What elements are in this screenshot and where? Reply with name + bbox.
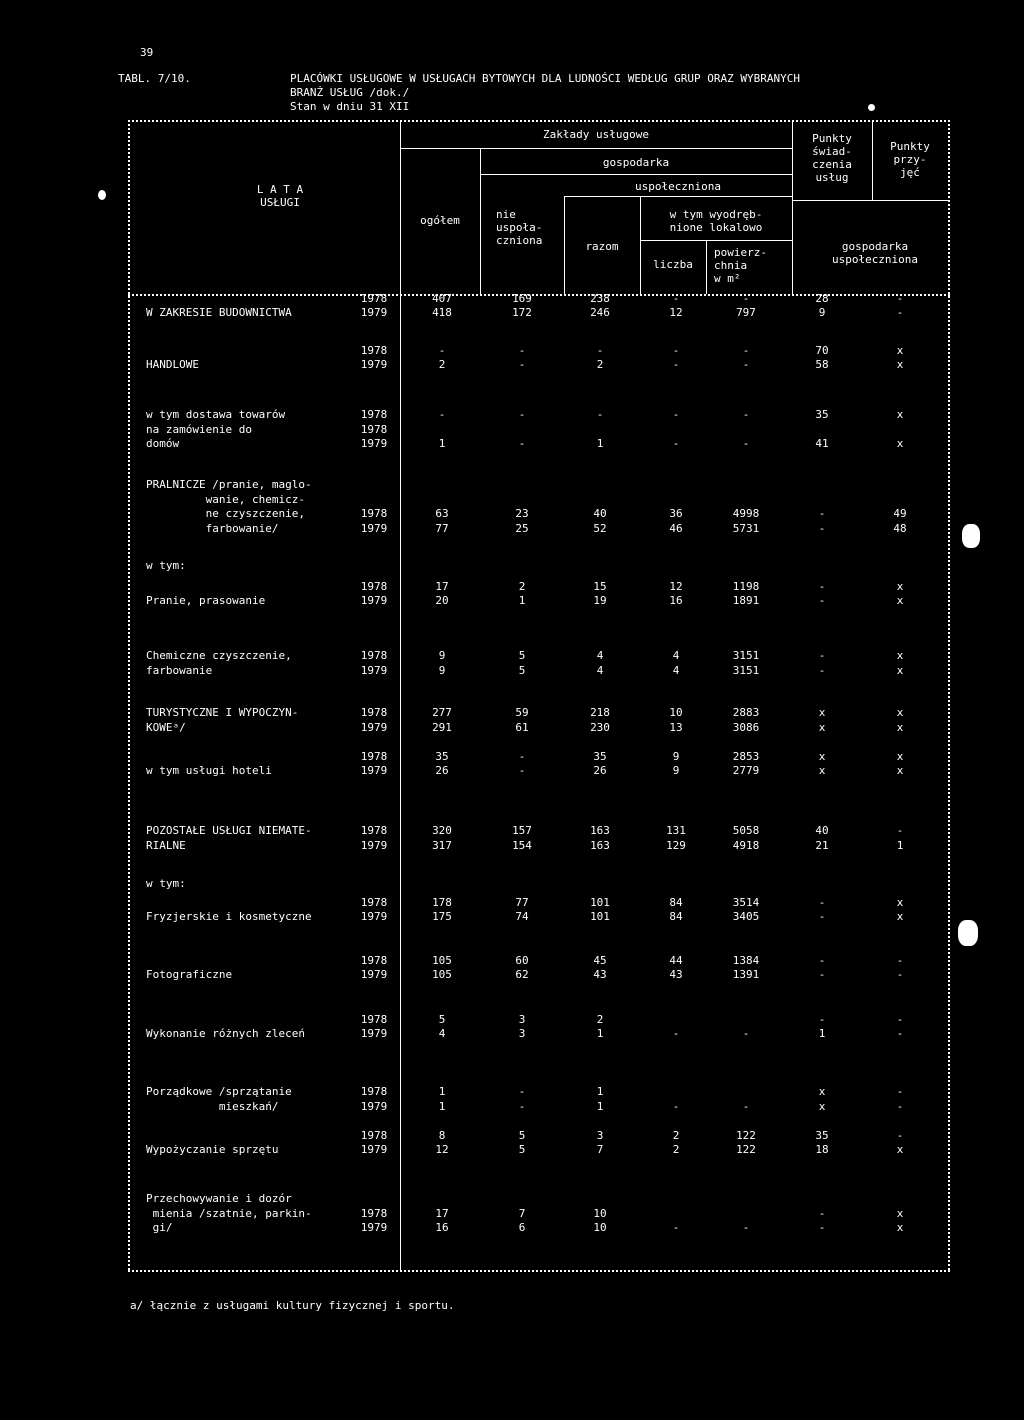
- value-cell: -: [818, 649, 826, 662]
- value-cell: 35: [435, 749, 449, 763]
- year-cell: 1979: [360, 764, 388, 777]
- value-cell: 52: [593, 521, 607, 535]
- value-cell: x: [896, 1206, 904, 1220]
- value-cell: 9: [672, 764, 680, 777]
- value-cell: 4998: [732, 507, 760, 520]
- value-cell: 5: [438, 1012, 446, 1026]
- value-cell: x: [896, 764, 904, 777]
- value-cell: 2: [596, 358, 604, 371]
- value-cell: -: [818, 521, 826, 535]
- value-cell: 1: [518, 594, 526, 607]
- value-cell: 18: [815, 1143, 829, 1156]
- value-cell: 21: [815, 838, 829, 852]
- value-cell: x: [896, 1143, 904, 1156]
- header-rule: [792, 200, 948, 201]
- value-cell: -: [818, 895, 826, 909]
- header-zaklady: Zakłady usługowe: [543, 128, 649, 141]
- value-cell: 70: [815, 343, 829, 357]
- row-label: Wykonanie różnych zleceń: [146, 1027, 305, 1040]
- value-cell: 218: [590, 706, 610, 719]
- value-cell: x: [896, 649, 904, 662]
- value-cell: 1: [596, 1085, 604, 1098]
- table-title-line3: Stan w dniu 31 XII: [290, 100, 410, 113]
- year-cell: 1978: [360, 507, 388, 520]
- year-cell: 1979: [360, 720, 388, 734]
- value-cell: 43: [593, 968, 607, 981]
- value-cell: 2883: [732, 706, 760, 719]
- row-label: w tym usługi hoteli: [146, 764, 272, 777]
- value-cell: x: [896, 1221, 904, 1234]
- value-cell: x: [818, 749, 826, 763]
- value-cell: -: [672, 343, 680, 357]
- value-cell: -: [818, 1206, 826, 1220]
- value-cell: -: [438, 343, 446, 357]
- value-cell: 277: [432, 706, 452, 719]
- value-cell: 1: [438, 1085, 446, 1098]
- value-cell: 20: [435, 594, 449, 607]
- year-cell: 1979: [360, 521, 388, 535]
- value-cell: 5: [518, 1143, 526, 1156]
- value-cell: 2: [672, 1128, 680, 1142]
- value-cell: 418: [432, 306, 452, 319]
- header-nieuspoleczniona: nie uspoła- czniona: [496, 208, 543, 247]
- value-cell: -: [896, 1128, 904, 1142]
- year-cell: 1979: [360, 594, 388, 607]
- value-cell: 3151: [732, 649, 760, 662]
- value-cell: 122: [736, 1128, 756, 1142]
- value-cell: 9: [818, 306, 826, 319]
- ink-spot: [962, 524, 980, 548]
- value-cell: 3: [596, 1128, 604, 1142]
- value-cell: -: [672, 408, 680, 421]
- value-cell: 23: [515, 507, 529, 520]
- value-cell: x: [896, 706, 904, 719]
- value-cell: -: [818, 507, 826, 520]
- value-cell: 5058: [732, 824, 760, 837]
- year-cell: 1979: [360, 358, 388, 371]
- value-cell: 1384: [732, 953, 760, 967]
- value-cell: 1891: [732, 594, 760, 607]
- value-cell: -: [518, 749, 526, 763]
- value-cell: -: [438, 408, 446, 421]
- value-cell: 60: [515, 953, 529, 967]
- year-cell: 1978: [360, 749, 388, 763]
- value-cell: 49: [893, 507, 907, 520]
- value-cell: -: [596, 408, 604, 421]
- value-cell: -: [818, 953, 826, 967]
- value-cell: 4918: [732, 838, 760, 852]
- year-cell: 1978: [360, 291, 388, 305]
- value-cell: 1: [596, 1027, 604, 1040]
- value-cell: 172: [512, 306, 532, 319]
- year-cell: 1979: [360, 1099, 388, 1113]
- row-label: w tym:: [146, 877, 186, 890]
- year-cell: 1978: [360, 408, 388, 421]
- header-gospodarka: gospodarka: [602, 156, 670, 169]
- row-label: PRALNICZE /pranie, maglo- wanie, chemicz- ne czyszczenie, farbowanie/: [146, 478, 312, 535]
- year-cell: 1978: [360, 649, 388, 662]
- value-cell: 5: [518, 1128, 526, 1142]
- value-cell: 26: [593, 764, 607, 777]
- value-cell: 101: [590, 895, 610, 909]
- header-rule: [564, 196, 792, 197]
- year-cell: 1978: [360, 895, 388, 909]
- value-cell: -: [818, 1221, 826, 1234]
- value-cell: 77: [515, 895, 529, 909]
- value-cell: 40: [593, 507, 607, 520]
- year-cell: 1979: [360, 910, 388, 923]
- value-cell: -: [742, 1099, 750, 1113]
- value-cell: 317: [432, 838, 452, 852]
- value-cell: x: [896, 358, 904, 371]
- value-cell: 9: [672, 749, 680, 763]
- value-cell: 157: [512, 824, 532, 837]
- value-cell: 4: [672, 649, 680, 662]
- value-cell: -: [672, 1027, 680, 1040]
- year-cell: 1978: [360, 1085, 388, 1098]
- value-cell: -: [672, 1221, 680, 1234]
- row-label: Pranie, prasowanie: [146, 594, 266, 607]
- value-cell: 169: [512, 291, 532, 305]
- header-gospodarka-uspoleczniona: gospodarka uspołeczniona: [831, 240, 919, 266]
- value-cell: 44: [669, 953, 683, 967]
- value-cell: 58: [815, 358, 829, 371]
- value-cell: 10: [593, 1221, 607, 1234]
- value-cell: -: [896, 824, 904, 837]
- year-cell: 1979: [360, 437, 388, 450]
- value-cell: 230: [590, 720, 610, 734]
- value-cell: 46: [669, 521, 683, 535]
- table-number: TABL. 7/10.: [118, 72, 191, 85]
- row-label: HANDLOWE: [146, 358, 199, 371]
- value-cell: 7: [518, 1206, 526, 1220]
- row-label: W ZAKRESIE BUDOWNICTWA: [146, 306, 292, 319]
- row-label: Porządkowe /sprzątanie mieszkań/: [146, 1085, 292, 1113]
- value-cell: 2: [438, 358, 446, 371]
- value-cell: 12: [669, 306, 683, 319]
- year-cell: 1978: [360, 422, 388, 436]
- header-w-tym-wyodrebnione: w tym wyodręb- nione lokalowo: [669, 208, 763, 234]
- value-cell: 178: [432, 895, 452, 909]
- value-cell: 9: [438, 663, 446, 677]
- header-ogolem: ogółem: [420, 214, 460, 227]
- value-cell: x: [896, 663, 904, 677]
- value-cell: 62: [515, 968, 529, 981]
- value-cell: -: [742, 408, 750, 421]
- value-cell: 19: [593, 594, 607, 607]
- value-cell: 2: [518, 579, 526, 593]
- value-cell: -: [518, 1099, 526, 1113]
- value-cell: 163: [590, 838, 610, 852]
- value-cell: x: [896, 895, 904, 909]
- value-cell: 17: [435, 1206, 449, 1220]
- value-cell: x: [896, 579, 904, 593]
- year-cell: 1978: [360, 824, 388, 837]
- value-cell: 3086: [732, 720, 760, 734]
- column-divider: [400, 296, 401, 1270]
- value-cell: x: [818, 706, 826, 719]
- value-cell: 35: [593, 749, 607, 763]
- value-cell: 35: [815, 408, 829, 421]
- value-cell: 246: [590, 306, 610, 319]
- value-cell: -: [896, 1085, 904, 1098]
- value-cell: x: [896, 343, 904, 357]
- year-cell: 1979: [360, 838, 388, 852]
- value-cell: -: [518, 764, 526, 777]
- value-cell: 238: [590, 291, 610, 305]
- value-cell: 1: [438, 1099, 446, 1113]
- value-cell: 12: [435, 1143, 449, 1156]
- value-cell: -: [896, 968, 904, 981]
- value-cell: 9: [438, 649, 446, 662]
- value-cell: 84: [669, 910, 683, 923]
- value-cell: 12: [669, 579, 683, 593]
- value-cell: 122: [736, 1143, 756, 1156]
- header-liczba: liczba: [653, 258, 693, 271]
- row-label: Przechowywanie i dozór mienia /szatnie, parkin- gi/: [146, 1192, 312, 1234]
- row-label: Chemiczne czyszczenie, farbowanie: [146, 649, 292, 677]
- value-cell: 10: [669, 706, 683, 719]
- table-bottom-border: [128, 1270, 950, 1272]
- header-divider: [706, 240, 707, 294]
- value-cell: 41: [815, 437, 829, 450]
- value-cell: 163: [590, 824, 610, 837]
- value-cell: 63: [435, 507, 449, 520]
- value-cell: -: [518, 343, 526, 357]
- value-cell: 5731: [732, 521, 760, 535]
- header-rule: [640, 240, 792, 241]
- header-punkty-swiadczenia: Punkty świad- czenia usług: [812, 132, 852, 184]
- value-cell: x: [818, 1085, 826, 1098]
- year-cell: 1979: [360, 1143, 388, 1156]
- value-cell: 25: [515, 521, 529, 535]
- value-cell: 4: [438, 1027, 446, 1040]
- value-cell: x: [896, 437, 904, 450]
- value-cell: -: [818, 579, 826, 593]
- value-cell: -: [742, 358, 750, 371]
- value-cell: 3: [518, 1027, 526, 1040]
- value-cell: -: [742, 343, 750, 357]
- ink-spot: [958, 920, 978, 946]
- value-cell: -: [742, 1027, 750, 1040]
- value-cell: 154: [512, 838, 532, 852]
- value-cell: 59: [515, 706, 529, 719]
- value-cell: 16: [669, 594, 683, 607]
- table-title-line1: PLACÓWKI USŁUGOWE W USŁUGACH BYTOWYCH DLA LUDNOŚCI WEDŁUG GRUP ORAZ WYBRANYCH: [290, 72, 800, 85]
- value-cell: 105: [432, 968, 452, 981]
- year-cell: 1978: [360, 1128, 388, 1142]
- header-rule: [400, 148, 792, 149]
- value-cell: 1198: [732, 579, 760, 593]
- row-label: POZOSTAŁE USŁUGI NIEMATE- RIALNE: [146, 824, 312, 852]
- value-cell: 101: [590, 910, 610, 923]
- ink-spot: [868, 104, 875, 111]
- year-cell: 1978: [360, 579, 388, 593]
- value-cell: 105: [432, 953, 452, 967]
- table-top-border: [128, 120, 950, 122]
- value-cell: -: [596, 343, 604, 357]
- value-cell: 2: [672, 1143, 680, 1156]
- value-cell: -: [518, 358, 526, 371]
- year-cell: 1978: [360, 1206, 388, 1220]
- value-cell: 10: [593, 1206, 607, 1220]
- value-cell: -: [518, 408, 526, 421]
- value-cell: 28: [815, 291, 829, 305]
- header-lata: L A T A: [256, 183, 304, 196]
- value-cell: x: [896, 408, 904, 421]
- year-cell: 1979: [360, 968, 388, 981]
- row-label: TURYSTYCZNE I WYPOCZYN- KOWEᵃ/: [146, 706, 299, 734]
- value-cell: -: [672, 291, 680, 305]
- value-cell: 1: [596, 437, 604, 450]
- value-cell: 3514: [732, 895, 760, 909]
- value-cell: 45: [593, 953, 607, 967]
- value-cell: 43: [669, 968, 683, 981]
- ink-spot: [98, 190, 106, 200]
- row-label: w tym:: [146, 559, 186, 572]
- value-cell: 131: [666, 824, 686, 837]
- value-cell: -: [672, 437, 680, 450]
- value-cell: 3151: [732, 663, 760, 677]
- value-cell: -: [896, 1099, 904, 1113]
- value-cell: 2779: [732, 764, 760, 777]
- value-cell: 797: [736, 306, 756, 319]
- value-cell: x: [818, 1099, 826, 1113]
- value-cell: 5: [518, 649, 526, 662]
- value-cell: 16: [435, 1221, 449, 1234]
- header-punkty-przyjec: Punkty przy- jęć: [890, 140, 930, 179]
- value-cell: 175: [432, 910, 452, 923]
- value-cell: 77: [435, 521, 449, 535]
- value-cell: -: [896, 306, 904, 319]
- value-cell: -: [672, 358, 680, 371]
- value-cell: 4: [672, 663, 680, 677]
- year-cell: 1978: [360, 953, 388, 967]
- row-label: Fryzjerskie i kosmetyczne: [146, 910, 312, 923]
- value-cell: -: [896, 1012, 904, 1026]
- value-cell: -: [518, 1085, 526, 1098]
- value-cell: 13: [669, 720, 683, 734]
- value-cell: 6: [518, 1221, 526, 1234]
- value-cell: x: [896, 594, 904, 607]
- value-cell: -: [742, 1221, 750, 1234]
- value-cell: x: [896, 749, 904, 763]
- value-cell: 61: [515, 720, 529, 734]
- year-cell: 1978: [360, 706, 388, 719]
- value-cell: x: [818, 764, 826, 777]
- row-label: Wypożyczanie sprzętu: [146, 1143, 279, 1156]
- value-cell: 84: [669, 895, 683, 909]
- page-number: 39: [140, 46, 154, 59]
- value-cell: 26: [435, 764, 449, 777]
- year-cell: 1978: [360, 343, 388, 357]
- value-cell: x: [896, 720, 904, 734]
- table-title-line2: BRANŻ USŁUG /dok./: [290, 86, 410, 99]
- value-cell: 15: [593, 579, 607, 593]
- value-cell: 2: [596, 1012, 604, 1026]
- value-cell: 3405: [732, 910, 760, 923]
- value-cell: -: [818, 594, 826, 607]
- value-cell: 129: [666, 838, 686, 852]
- value-cell: -: [896, 291, 904, 305]
- value-cell: 1: [438, 437, 446, 450]
- row-label: Fotograficzne: [146, 968, 233, 981]
- year-cell: 1978: [360, 1012, 388, 1026]
- value-cell: 74: [515, 910, 529, 923]
- value-cell: 36: [669, 507, 683, 520]
- year-cell: 1979: [360, 663, 388, 677]
- table-left-border: [128, 120, 130, 1270]
- value-cell: 17: [435, 579, 449, 593]
- value-cell: -: [742, 437, 750, 450]
- year-cell: 1979: [360, 1027, 388, 1040]
- header-uspoleczniona: uspołeczniona: [634, 180, 722, 193]
- value-cell: 5: [518, 663, 526, 677]
- value-cell: 35: [815, 1128, 829, 1142]
- value-cell: 3: [518, 1012, 526, 1026]
- value-cell: -: [896, 953, 904, 967]
- value-cell: -: [518, 437, 526, 450]
- value-cell: 8: [438, 1128, 446, 1142]
- value-cell: -: [896, 1027, 904, 1040]
- value-cell: -: [818, 968, 826, 981]
- footnote: a/ łącznie z usługami kultury fizycznej i sportu.: [130, 1299, 455, 1312]
- value-cell: 1391: [732, 968, 760, 981]
- value-cell: 48: [893, 521, 907, 535]
- value-cell: 1: [818, 1027, 826, 1040]
- header-razem: razom: [585, 240, 619, 253]
- year-cell: 1979: [360, 1221, 388, 1234]
- value-cell: -: [672, 1099, 680, 1113]
- header-divider: [480, 148, 481, 294]
- header-rule: [480, 174, 792, 175]
- value-cell: x: [896, 910, 904, 923]
- value-cell: 407: [432, 291, 452, 305]
- header-uslugi: USŁUGI: [260, 196, 300, 209]
- row-label: w tym dostawa towarów na zamówienie do domów: [146, 408, 286, 450]
- value-cell: 7: [596, 1143, 604, 1156]
- value-cell: 1: [596, 1099, 604, 1113]
- value-cell: 1: [896, 838, 904, 852]
- value-cell: -: [818, 663, 826, 677]
- value-cell: 320: [432, 824, 452, 837]
- value-cell: -: [818, 910, 826, 923]
- value-cell: 40: [815, 824, 829, 837]
- value-cell: 2853: [732, 749, 760, 763]
- value-cell: x: [818, 720, 826, 734]
- year-cell: 1979: [360, 306, 388, 319]
- table-right-border: [948, 120, 950, 1270]
- value-cell: 4: [596, 663, 604, 677]
- value-cell: -: [818, 1012, 826, 1026]
- value-cell: -: [742, 291, 750, 305]
- value-cell: 4: [596, 649, 604, 662]
- value-cell: 291: [432, 720, 452, 734]
- header-powierzchnia: powierz- chnia w m²: [714, 246, 767, 285]
